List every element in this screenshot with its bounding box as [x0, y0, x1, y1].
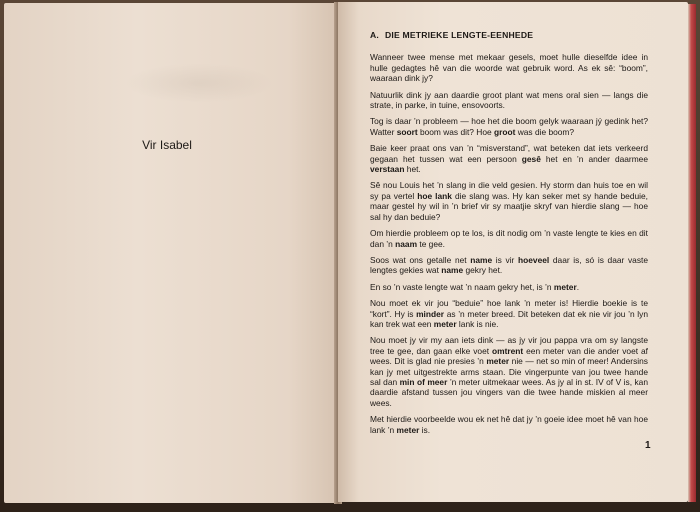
emphasis-text: gesê [521, 153, 541, 164]
paragraph-text: daar is, só is daar vaste lengtes gekies wat [370, 254, 648, 276]
paragraph-text: as ’n meter breed. Dit beteken dat ek nie vir jou ’n lyn kan trek wat een [370, 308, 648, 329]
paragraph-text: Sê nou Louis het ’n slang in die veld gesien. Hy storm dan huis toe en wil sy pa vertel [370, 180, 648, 201]
paragraph-text: het. [404, 164, 421, 175]
dedication [0, 138, 334, 152]
section-heading [370, 30, 648, 40]
emphasis-text: meter [553, 281, 577, 292]
paragraph-text: En so ’n vaste lengte wat ’n naam gekry het, is ’n [370, 281, 554, 292]
section-letter: A. [370, 30, 379, 40]
body-paragraph [370, 116, 648, 137]
show-through-ink [124, 63, 274, 103]
body-paragraph [370, 143, 648, 174]
section-title: DIE METRIEKE LENGTE-EENHEDE [385, 30, 534, 40]
emphasis-text: name [470, 254, 493, 265]
paragraph-text: Nou moet ek vir jou “beduie” hoe lank ’n meter is! Hierdie boekie is te “kort”. Hy is [370, 298, 648, 319]
paragraph-text: lank is nie. [456, 318, 499, 329]
paragraph-text: Met hierdie voorbeelde wou ek net hê dat jy ’n goeie idee moet hê van hoe lank ’n [370, 414, 648, 435]
body-paragraph [370, 228, 648, 249]
chapter-content [370, 30, 648, 441]
emphasis-text: groot [493, 126, 516, 137]
paragraph-text: Om hierdie probleem op te los, is dit nodig om ’n vaste lengte te kies en dit dan ’n [370, 228, 648, 249]
page-number: 1 [645, 440, 651, 451]
paragraph-text: is vir [492, 254, 519, 265]
paragraph-text: nie — net so min of meer! Andersins kan jy met uitgestrekte arms staan. Die vingerpunte van jou twee hande sal dan [370, 356, 648, 387]
body-paragraph [370, 90, 648, 111]
body-paragraph [370, 335, 648, 408]
emphasis-text: naam [395, 238, 418, 249]
emphasis-text: soort [396, 126, 418, 137]
dedication-text: Vir Isabel [142, 138, 192, 152]
paragraph-text: te gee. [417, 238, 445, 249]
paragraph-text: was die boom? [515, 126, 575, 137]
emphasis-text: verstaan [370, 164, 405, 175]
paragraph-text: Natuurlik dink jy aan daardie groot plant wat mens oral sien — langs die strate, in parke, in tuine, ensovoorts. [370, 89, 648, 111]
left-page [4, 3, 338, 503]
paragraph-text: gekry het. [463, 265, 503, 276]
body-paragraph [370, 298, 648, 329]
emphasis-text: meter [486, 356, 510, 367]
emphasis-text: omtrent [492, 345, 524, 356]
book-cover-edge [688, 4, 696, 502]
paragraph-list [370, 52, 648, 435]
paragraph-text: Baie keer praat ons van ’n “misverstand”, wat beteken dat iets verkeerd gegaan het tussen wat een persoon [370, 143, 648, 164]
paragraph-text: Tog is daar ’n probleem — hoe het die boom gelyk waaraan jý gedink het? Watter [370, 116, 648, 137]
paragraph-text: . [576, 281, 580, 292]
paragraph-text: boom was dit? Hoe [417, 126, 494, 137]
paragraph-text: Nou moet jy vir my aan iets dink — as jy vir jou pappa vra om sy langste tree te gee, dan gaan elke voet [370, 335, 648, 356]
paragraph-text: ’n meter uitmekaar wees. As jy al in st. IV of V is, kan daardie afstand tussen jou vingers van die twee hande miskien al meer wees. [370, 376, 648, 408]
body-paragraph [370, 180, 648, 222]
paragraph-text: is. [419, 424, 431, 435]
paragraph-text: die slang was. Hy kan seker met sy hande beduie, maar gestel hy wil in ’n brief vir sy maatjie skryf van hierdie slang — hoe sal hy dan beduie? [370, 190, 648, 222]
paragraph-text: Soos wat ons getalle net [370, 254, 471, 265]
body-paragraph [370, 282, 648, 292]
body-paragraph [370, 414, 648, 435]
paragraph-text: Wanneer twee mense met mekaar gesels, moet hulle dieselfde idee in hulle gedagtes hê van die woorde wat gebruik word. As ek sê: “boom”, waaraan dink jy? [370, 52, 648, 84]
paragraph-text: een meter van die ander voet af wees. Dit is glad nie presies ’n [370, 345, 648, 367]
emphasis-text: name [441, 265, 464, 276]
body-paragraph [370, 255, 648, 276]
paragraph-text: het en ’n ander daarmee [540, 153, 648, 164]
emphasis-text: hoe lank [417, 190, 452, 201]
emphasis-text: meter [433, 318, 457, 329]
emphasis-text: minder [416, 308, 445, 319]
emphasis-text: hoeveel [518, 254, 550, 265]
emphasis-text: min of meer [399, 376, 448, 387]
emphasis-text: meter [396, 424, 420, 435]
body-paragraph [370, 52, 648, 83]
